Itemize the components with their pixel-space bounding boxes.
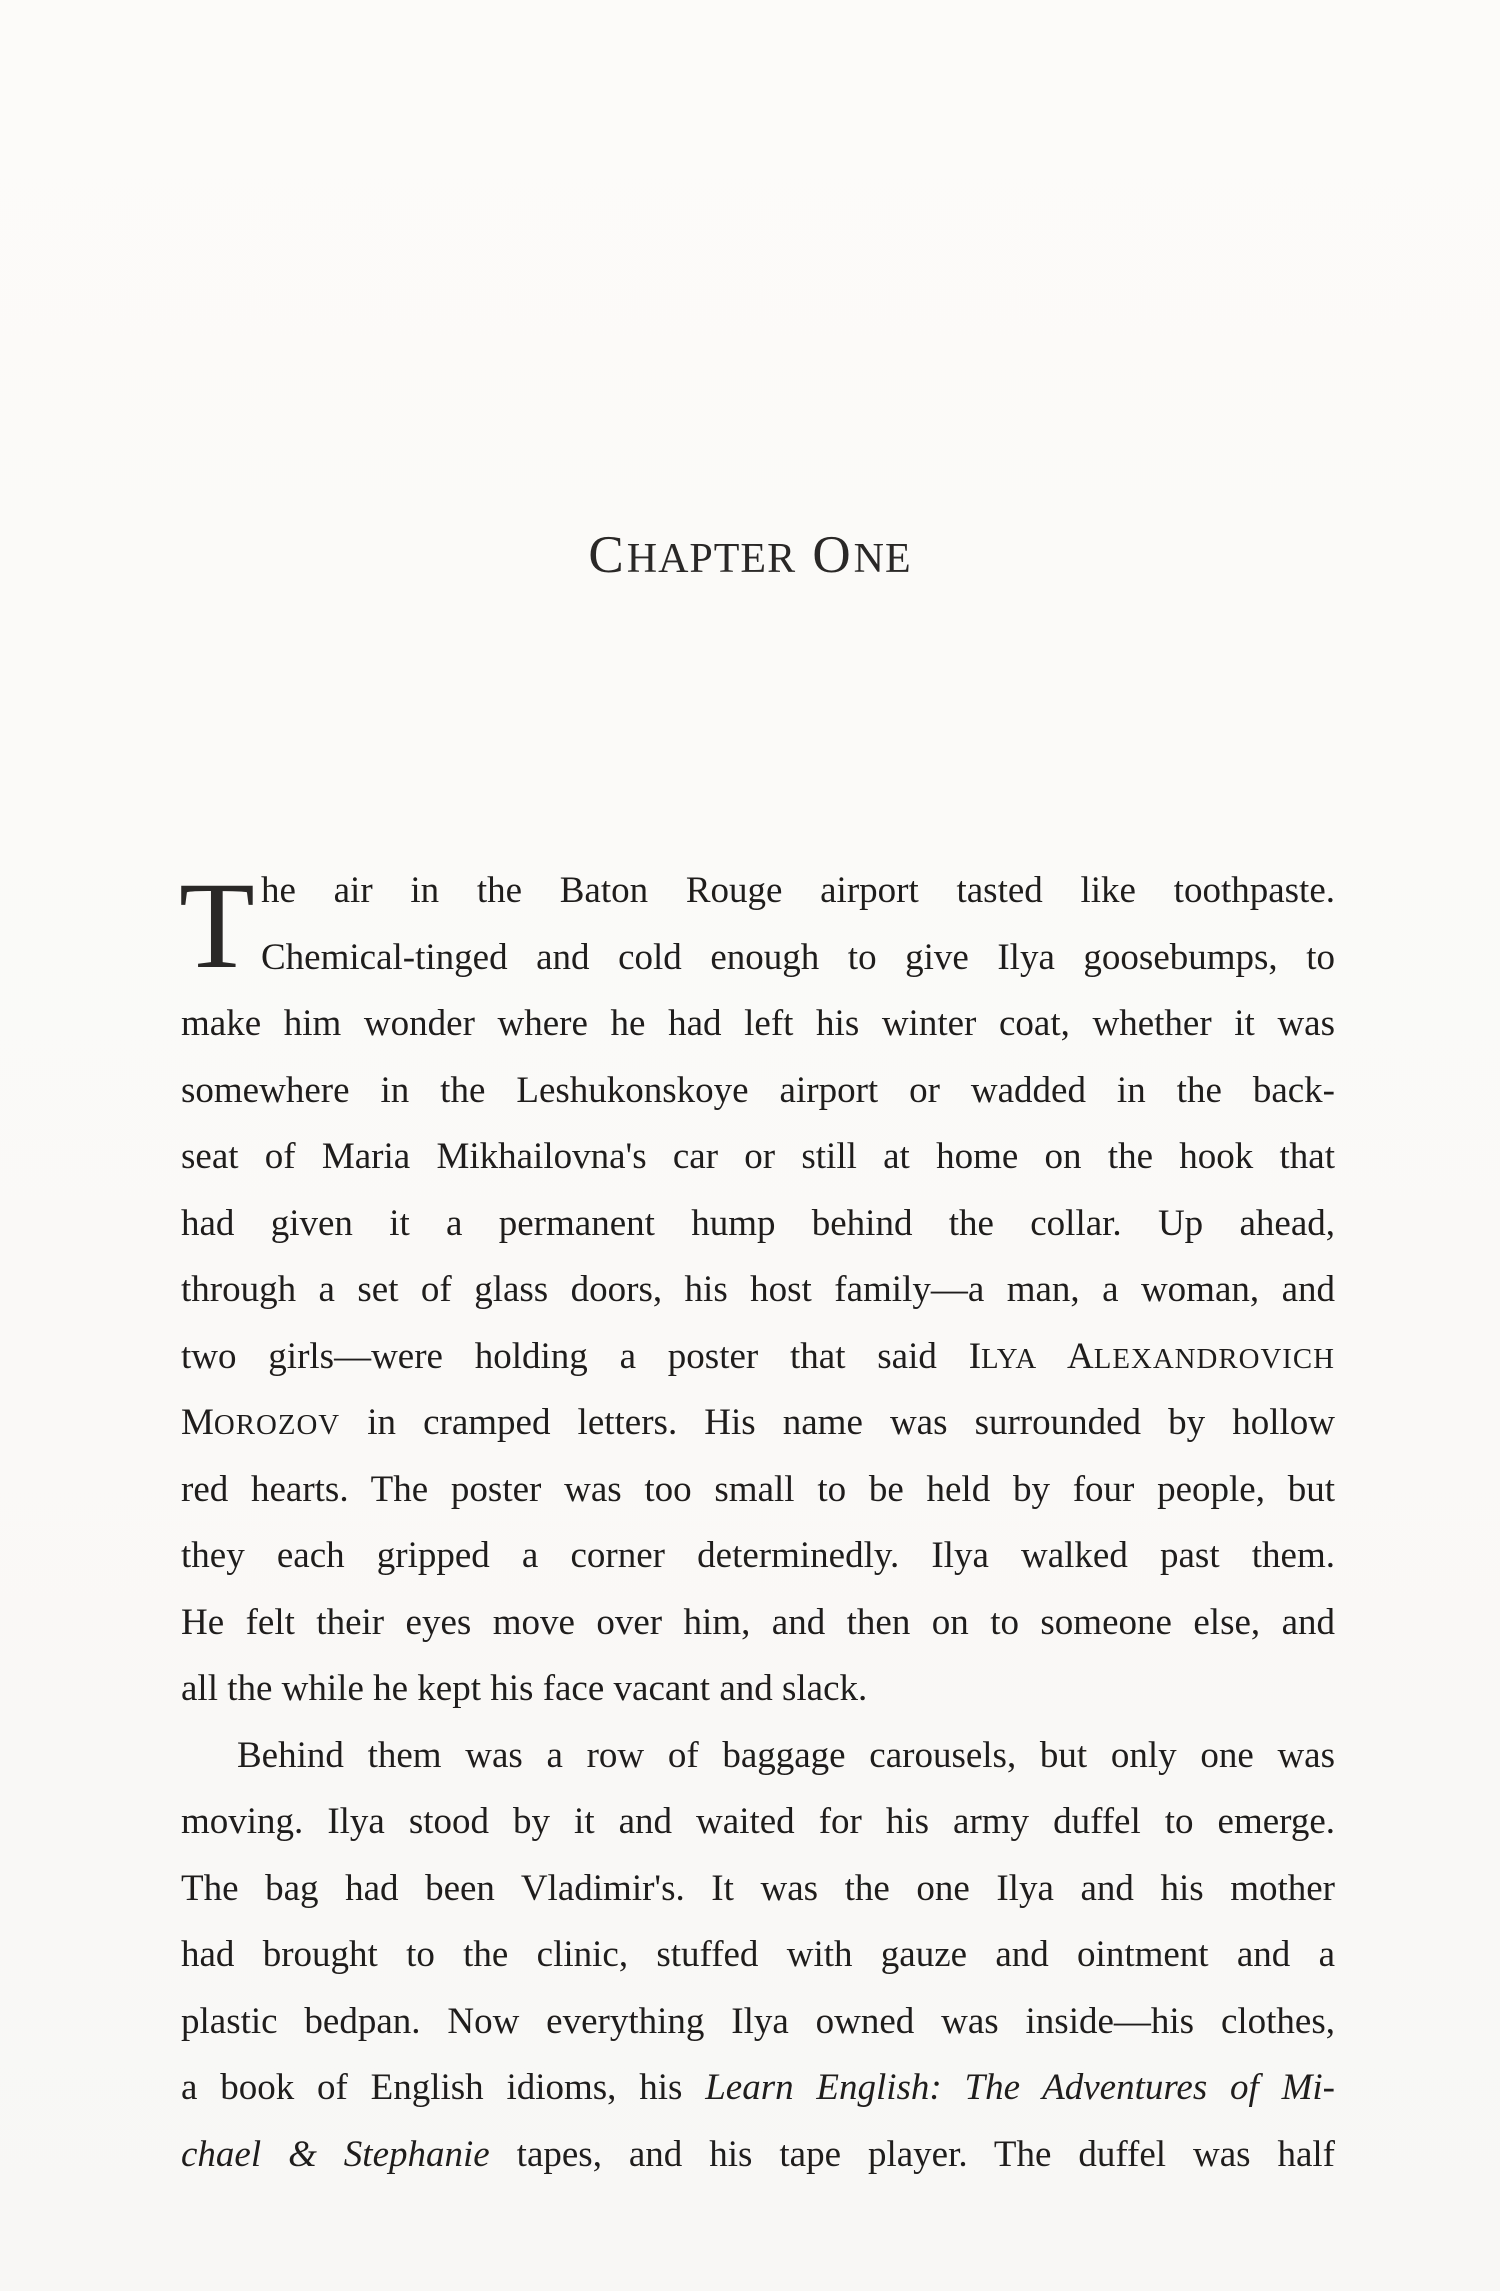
name-part-3: OROZOV xyxy=(213,1409,341,1441)
text-line xyxy=(181,1324,1335,1391)
chapter-title-word-1: HAPTER xyxy=(626,536,797,582)
text-line: The bag had been Vladimir's. It was the one Ilya and his mother xyxy=(181,1867,1335,1909)
line-7-end: tapes, and his tape player. The duffel was half xyxy=(489,2133,1336,2175)
name-initial-2: A xyxy=(1067,1335,1094,1377)
text-line: plastic bedpan. Now everything Ilya owned was inside—his clothes, xyxy=(181,2000,1335,2042)
text-line: somewhere in the Leshukonskoye airport or wadded in the back- xyxy=(181,1069,1335,1111)
text-line: red hearts. The poster was too small to be held by four people, but xyxy=(181,1468,1335,1510)
text-line: had brought to the clinic, stuffed with gauze and ointment and a xyxy=(181,1934,1335,1975)
text-line: make him wonder where he had left his winter coat, whether it was xyxy=(181,1003,1335,1044)
name-part-1: LYA xyxy=(981,1342,1038,1375)
text-line: moving. Ilya stood by it and waited for his army duffel to emerge. xyxy=(181,1801,1335,1842)
text-line xyxy=(181,2122,1335,2189)
drop-cap: T xyxy=(179,857,255,994)
text-line xyxy=(181,2055,1335,2122)
text-line: seat of Maria Mikhailovna's car or still at home on the hook that xyxy=(181,1136,1335,1177)
chapter-title-cap-2: O xyxy=(812,526,854,584)
chapter-body xyxy=(181,858,1335,2188)
text-line: he air in the Baton Rouge airport tasted like toothpaste. xyxy=(261,870,1335,911)
chapter-title-cap-1: C xyxy=(588,526,627,584)
book-title-italic-cont: chael & Stephanie xyxy=(181,2133,490,2175)
book-title-italic: Learn English: The Adventures of Mi- xyxy=(705,2067,1335,2108)
text-line: Chemical-tinged and cold enough to give Ilya goosebumps, to xyxy=(261,936,1335,978)
line-8-start: two girls—were holding a poster that said xyxy=(181,1335,969,1377)
text-line: Behind them was a row of baggage carousels, but only one was xyxy=(237,1734,1335,1776)
paragraph-2 xyxy=(181,1723,1335,2189)
chapter-title xyxy=(0,525,1500,585)
text-line: they each gripped a corner determinedly. Ilya walked past them. xyxy=(181,1535,1335,1576)
text-line: He felt their eyes move over him, and then on to someone else, and xyxy=(181,1601,1335,1643)
line-6-start: a book of English idioms, his xyxy=(181,2067,706,2108)
text-line: through a set of glass doors, his host family—a man, a woman, and xyxy=(181,1269,1335,1310)
chapter-title-word-2: NE xyxy=(853,536,912,582)
name-part-2: LEXANDROVICH xyxy=(1093,1342,1335,1375)
text-line xyxy=(181,1390,1335,1457)
text-line: had given it a permanent hump behind the collar. Up ahead, xyxy=(181,1202,1335,1244)
line-9-end: in cramped letters. His name was surrounded by hollow xyxy=(340,1402,1335,1443)
text-line: all the while he kept his face vacant and slack. xyxy=(181,1668,868,1709)
name-initial-3: M xyxy=(181,1402,214,1443)
name-initial-1: I xyxy=(968,1335,982,1377)
paragraph-1 xyxy=(181,858,1335,1723)
